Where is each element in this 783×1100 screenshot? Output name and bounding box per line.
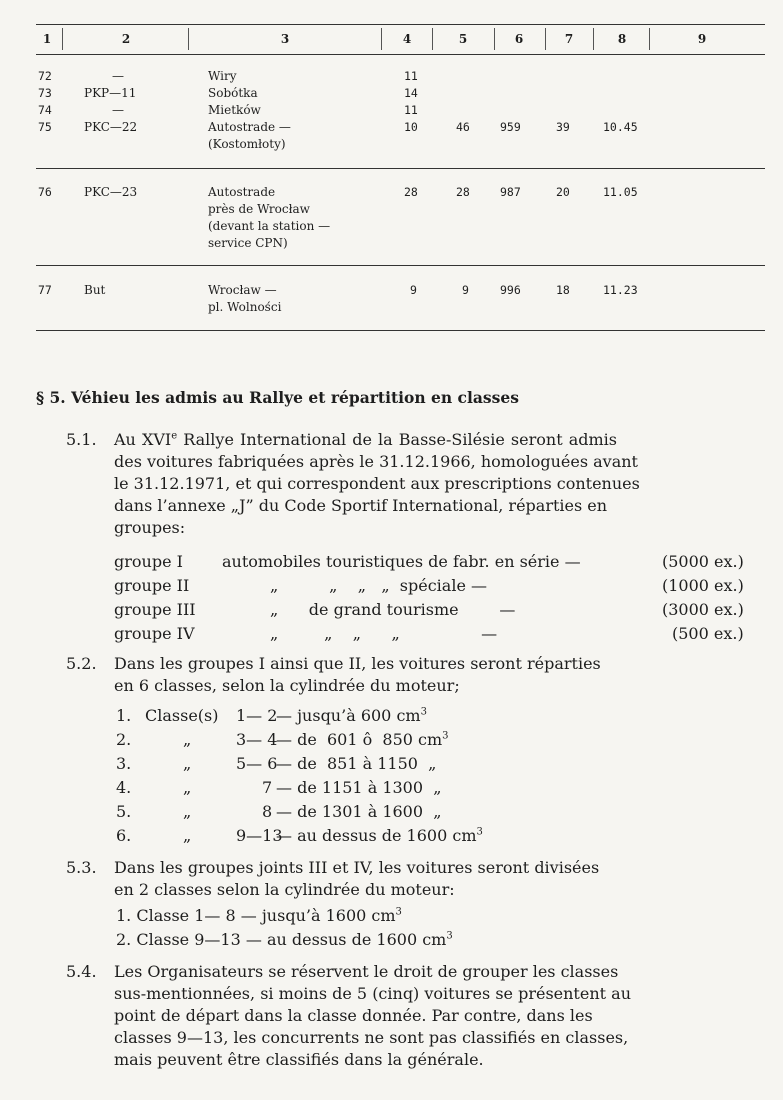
cell-checkpoint: PKC—23 (84, 185, 138, 199)
cell-location: (Kostomłoty) (208, 137, 286, 151)
class-range: 1— 2 (236, 706, 278, 725)
paragraph-number: 5.2. (66, 654, 97, 673)
class-desc: — de 851 à 1150 „ (276, 754, 437, 773)
cell-location: Wiry (208, 69, 237, 83)
cell-col8: 11.05 (603, 185, 638, 199)
class-index: 6. (116, 826, 132, 845)
cell-col4: 14 (404, 86, 418, 100)
class-range: 3— 4 (236, 730, 278, 749)
cell-number: 72 (38, 69, 52, 83)
paragraph-line: classes 9—13, les concurrents ne sont pas classifiés en classes, (114, 1028, 629, 1047)
group-desc: „ „ „ „ spéciale — (270, 576, 487, 595)
class-range: 7 (262, 778, 273, 797)
section-title: § 5. Véhieu les admis au Rallye et répartition en classes (36, 388, 519, 407)
cell-col4: 11 (404, 69, 418, 83)
row-divider (36, 265, 765, 266)
class-desc-text: — jusqu’à 600 cm (276, 706, 421, 725)
class-desc: — de 1301 à 1600 „ (276, 802, 442, 821)
paragraph-line: groupes: (114, 518, 186, 537)
paragraph-line: Dans les groupes joints III et IV, les voitures seront divisées (114, 858, 600, 877)
paragraph-number: 5.4. (66, 962, 97, 981)
cell-checkpoint: PKC—22 (84, 120, 138, 134)
cell-location: près de Wrocław (208, 202, 310, 216)
table-header-9: 9 (697, 32, 707, 46)
cell-location: service CPN) (208, 236, 288, 250)
group-qty: (500 ex.) (672, 624, 744, 643)
column-divider (381, 28, 382, 50)
superscript: e (171, 430, 178, 442)
paragraph-line: sus-mentionnées, si moins de 5 (cinq) voitures se présentent au (114, 984, 631, 1003)
class-range: 8 (262, 802, 273, 821)
paragraph-number: 5.1. (66, 430, 97, 449)
cell-col5: 46 (456, 120, 470, 134)
group-desc: „ de grand tourisme — (270, 600, 516, 619)
group-desc: automobiles touristiques de fabr. en série — (222, 552, 581, 571)
class-range: 9—13 (236, 826, 283, 845)
group-name: groupe II (114, 576, 190, 595)
table-header-6: 6 (514, 32, 524, 46)
cell-col4: 11 (404, 103, 418, 117)
cell-col7: 20 (556, 185, 570, 199)
paragraph-line: en 2 classes selon la cylindrée du moteur: (114, 880, 455, 899)
cell-location: Autostrade — (208, 120, 291, 134)
cell-number: 77 (38, 283, 52, 297)
cell-col8: 11.23 (603, 283, 638, 297)
class-line (116, 930, 453, 949)
cell-number: 75 (38, 120, 52, 134)
paragraph-line: point de départ dans la classe donnée. Par contre, dans les (114, 1006, 593, 1025)
class-label: „ (183, 778, 192, 797)
superscript: 3 (420, 706, 427, 718)
cell-col7: 18 (556, 283, 570, 297)
cell-number: 74 (38, 103, 52, 117)
class-index: 2. (116, 730, 132, 749)
column-divider (545, 28, 546, 50)
cell-col5: 28 (456, 185, 470, 199)
cell-checkpoint: PKP—11 (84, 86, 137, 100)
class-label: „ (183, 730, 192, 749)
class-index: 4. (116, 778, 132, 797)
class-line-text: 2. Classe 9—13 — au dessus de 1600 cm (116, 930, 447, 949)
column-divider (188, 28, 189, 50)
class-desc (276, 826, 483, 845)
group-name: groupe I (114, 552, 183, 571)
class-index: 1. (116, 706, 132, 725)
paragraph-number: 5.3. (66, 858, 97, 877)
paragraph-line: Dans les groupes I ainsi que II, les voitures seront réparties (114, 654, 601, 673)
cell-col5: 9 (462, 283, 469, 297)
column-divider (593, 28, 594, 50)
table-header-4: 4 (402, 32, 412, 46)
superscript: 3 (446, 930, 453, 942)
cell-checkpoint: — (112, 69, 124, 83)
cell-col8: 10.45 (603, 120, 638, 134)
cell-location: Wrocław — (208, 283, 277, 297)
paragraph-line: le 31.12.1971, et qui correspondent aux prescriptions contenues (114, 474, 640, 493)
class-index: 5. (116, 802, 132, 821)
class-label: Classe(s) (145, 706, 219, 725)
cell-checkpoint: But (84, 283, 106, 297)
table-bottom-rule (36, 330, 765, 331)
cell-col6: 987 (500, 185, 521, 199)
paragraph-line: en 6 classes, selon la cylindrée du moteur; (114, 676, 460, 695)
paragraph-text: Au XVI (114, 430, 172, 449)
paragraph-line: des voitures fabriquées après le 31.12.1966, homologuées avant (114, 452, 638, 471)
column-divider (494, 28, 495, 50)
table-header-rule (36, 54, 765, 55)
class-desc-text: — au dessus de 1600 cm (276, 826, 477, 845)
table-top-rule (36, 24, 765, 25)
cell-col7: 39 (556, 120, 570, 134)
class-index: 3. (116, 754, 132, 773)
cell-number: 76 (38, 185, 52, 199)
group-name: groupe IV (114, 624, 195, 643)
class-desc (276, 706, 427, 725)
class-line (116, 906, 402, 925)
cell-col6: 959 (500, 120, 521, 134)
class-label: „ (183, 754, 192, 773)
class-desc (276, 730, 449, 749)
cell-checkpoint: — (112, 103, 124, 117)
cell-col6: 996 (500, 283, 521, 297)
table-header-7: 7 (564, 32, 574, 46)
paragraph-line: mais peuvent être classifiés dans la générale. (114, 1050, 484, 1069)
table-header-1: 1 (42, 32, 52, 46)
cell-location: Sobótka (208, 86, 258, 100)
table-header-5: 5 (458, 32, 468, 46)
cell-col4: 9 (410, 283, 417, 297)
class-range: 5— 6 (236, 754, 278, 773)
cell-location: Autostrade (208, 185, 276, 199)
table-header-8: 8 (617, 32, 627, 46)
superscript: 3 (442, 730, 449, 742)
class-label: „ (183, 802, 192, 821)
class-line-text: 1. Classe 1— 8 — jusqu’à 1600 cm (116, 906, 396, 925)
column-divider (432, 28, 433, 50)
group-desc: „ „ „ „ — (270, 624, 498, 643)
cell-col4: 10 (404, 120, 418, 134)
cell-col4: 28 (404, 185, 418, 199)
class-label: „ (183, 826, 192, 845)
class-desc: — de 1151 à 1300 „ (276, 778, 442, 797)
row-divider (36, 168, 765, 169)
column-divider (649, 28, 650, 50)
cell-location: pl. Wolności (208, 300, 282, 314)
paragraph-text: Rallye International de la Basse-Silésie seront admis (177, 430, 617, 449)
group-qty: (5000 ex.) (662, 552, 744, 571)
cell-location: (devant la station — (208, 219, 331, 233)
group-qty: (3000 ex.) (662, 600, 744, 619)
cell-number: 73 (38, 86, 52, 100)
table-header-2: 2 (121, 32, 131, 46)
column-divider (62, 28, 63, 50)
table-header-3: 3 (280, 32, 290, 46)
cell-location: Mietków (208, 103, 261, 117)
paragraph-line (114, 430, 617, 449)
group-qty: (1000 ex.) (662, 576, 744, 595)
class-desc-text: — de 601 ô 850 cm (276, 730, 443, 749)
group-name: groupe III (114, 600, 196, 619)
paragraph-line: Les Organisateurs se réservent le droit de grouper les classes (114, 962, 619, 981)
paragraph-line: dans l’annexe „J” du Code Sportif International, réparties en (114, 496, 608, 515)
superscript: 3 (395, 906, 402, 918)
superscript: 3 (476, 826, 483, 838)
